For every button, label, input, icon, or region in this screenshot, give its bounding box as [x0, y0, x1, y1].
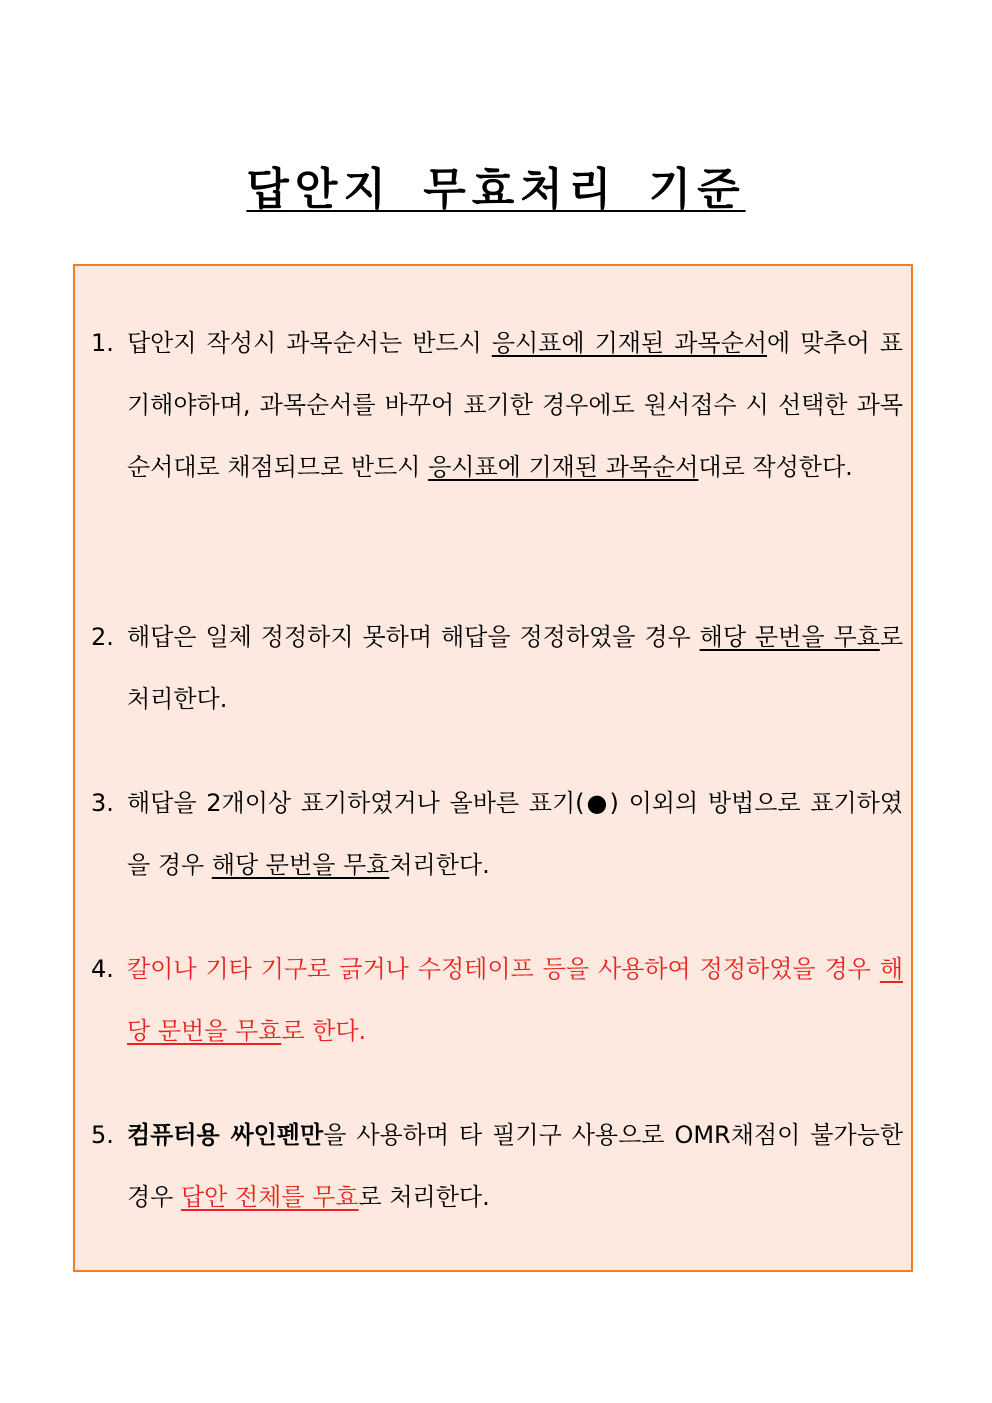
rule-item-2 — [91, 606, 903, 730]
rule-text-part: 로 처리한다. — [358, 1183, 490, 1211]
rule-item-4 — [91, 938, 903, 1062]
rule-underlined-text: 답안 전체를 무효 — [181, 1183, 359, 1211]
rule-text — [127, 606, 903, 730]
rule-text-part: 로 처리한다. — [127, 623, 903, 713]
rule-number: 1. — [91, 329, 114, 357]
rule-underlined-text: 응시표에 기재된 과목순서 — [428, 453, 699, 481]
rule-text-part: 칼이나 기타 기구로 긁거나 수정테이프 등을 사용하여 정정하였을 경우 — [127, 955, 880, 983]
rule-text-part: 로 한다. — [281, 1017, 367, 1045]
rule-item-1 — [91, 312, 903, 498]
page-title — [0, 160, 992, 220]
rule-text — [127, 312, 903, 498]
rule-underlined-text: 응시표에 기재된 과목순서 — [491, 329, 767, 357]
rule-number: 3. — [91, 789, 114, 817]
rule-text-part: 답안지 작성시 과목순서는 반드시 — [127, 329, 492, 357]
rule-number: 2. — [91, 623, 114, 651]
rule-text-part: 해답은 일체 정정하지 못하며 해답을 정정하였을 경우 — [127, 623, 700, 651]
rule-bold-text: 컴퓨터용 싸인펜만 — [127, 1121, 324, 1149]
rule-text — [127, 1104, 903, 1228]
page-title-text: 답안지 무효처리 기준 — [246, 164, 746, 215]
rule-text-part: 에 맞추어 표기해야하며, 과목순서를 바꾸어 표기한 경우에도 원서접수 시 선택한 과목순서대로 채점되므로 반드시 — [127, 329, 903, 481]
rule-underlined-text: 해당 문번을 무효 — [699, 623, 880, 651]
rule-number: 5. — [91, 1121, 114, 1149]
rule-item-5 — [91, 1104, 903, 1228]
rule-text-part: 해답을 2개이상 표기하였거나 올바른 표기(●) 이외의 방법으로 표기하였을 경우 — [127, 789, 903, 879]
rule-text-part: 대로 작성한다. — [698, 453, 853, 481]
rule-text — [127, 938, 903, 1062]
rule-text-part: 을 사용하며 타 필기구 사용으로 OMR채점이 불가능한 경우 — [127, 1121, 904, 1211]
rule-underlined-text: 해당 문번을 무효 — [127, 955, 903, 1045]
rule-number: 4. — [91, 955, 114, 983]
rule-item-3 — [91, 772, 903, 896]
rule-text — [127, 772, 903, 896]
rule-text-part: 처리한다. — [389, 851, 490, 879]
rules-box — [73, 264, 913, 1272]
rule-underlined-text: 해당 문번을 무효 — [211, 851, 390, 879]
